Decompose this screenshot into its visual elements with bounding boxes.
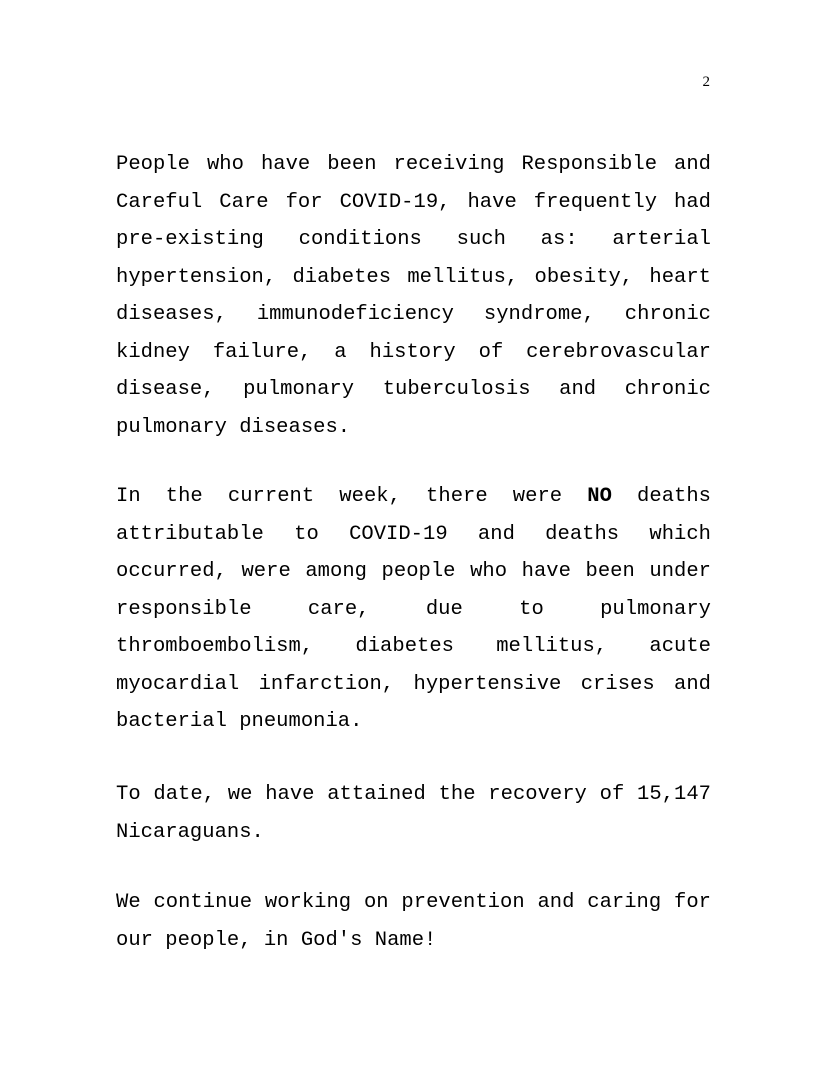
emphasis-no: NO xyxy=(587,485,612,508)
paragraph-recovery xyxy=(116,776,711,851)
paragraph-text: People who have been receiving Responsible and Careful Care for COVID-19, have frequently had pre-existing conditions such as: arterial hypertension, diabetes mellitus, obesity, heart diseases, immunodeficiency syndrome, chronic kidney failure, a history of cerebrovascular disease, pulmonary tuberculosis and chronic pulmonary diseases. xyxy=(116,153,711,439)
paragraph-closing xyxy=(116,884,711,959)
paragraph-text: We continue working on prevention and caring for our people, in God's Name! xyxy=(116,891,711,952)
paragraph-text-start: In the current week, there were xyxy=(116,485,588,508)
paragraph-deaths xyxy=(116,478,711,741)
page-number: 2 xyxy=(702,74,710,90)
paragraph-text: To date, we have attained the recovery of 15,147 Nicaraguans. xyxy=(116,783,711,844)
paragraph-preexisting-conditions xyxy=(116,146,711,446)
paragraph-text-end: deaths attributable to COVID-19 and deaths which occurred, were among people who have been under responsible care, due to pulmonary thromboembolism, diabetes mellitus, acute myocardial infarction, hypertensive crises and bacterial pneumonia. xyxy=(116,485,711,733)
